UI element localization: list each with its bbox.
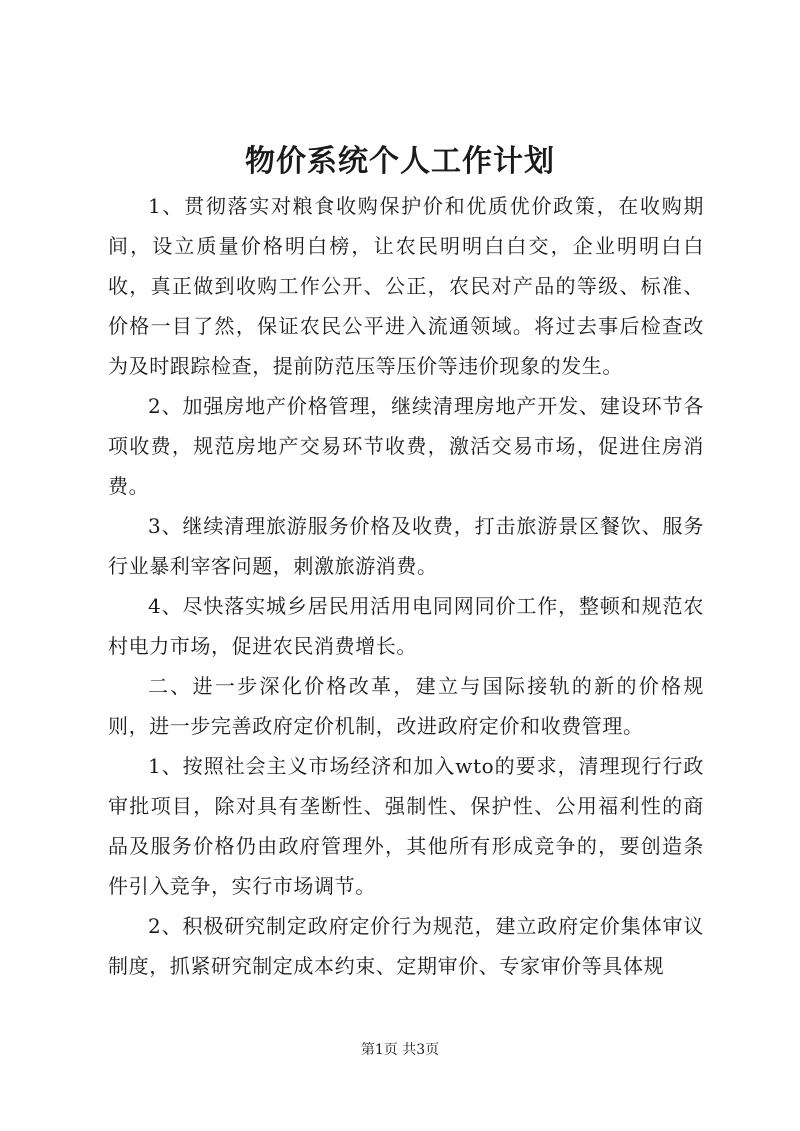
document-title: 物价系统个人工作计划: [245, 144, 555, 179]
document-body: [108, 186, 704, 986]
paragraph-electricity: 4、尽快落实城乡居民用活用电同网同价工作，整顿和规范农村电力市场，促进农民消费增长。: [108, 594, 704, 658]
paragraph-wto: 1、按照社会主义市场经济和加入wto的要求，清理现行行政审批项目，除对具有垄断性、强制性、保护性、公用福利性的商品及服务价格仍由政府管理外，其他所有形成竞争的，要创造条件引入竞争，实行市场调节。: [108, 754, 704, 898]
paragraph-price-reform: 二、进一步深化价格改革，建立与国际接轨的新的价格规则，进一步完善政府定价机制，改进政府定价和收费管理。: [108, 674, 704, 738]
paragraph-real-estate: 2、加强房地产价格管理，继续清理房地产开发、建设环节各项收费，规范房地产交易环节收费，激活交易市场，促进住房消费。: [108, 394, 704, 498]
paragraph-grain-price: 1、贯彻落实对粮食收购保护价和优质优价政策，在收购期间，设立质量价格明白榜，让农民明明白白交，企业明明白白收，真正做到收购工作公开、公正，农民对产品的等级、标准、价格一目了然，保证农民公平进入流通领域。将过去事后检查改为及时跟踪检查，提前防范压等压价等违价现象的发生。: [108, 194, 704, 378]
paragraph-tourism: 3、继续清理旅游服务价格及收费，打击旅游景区餐饮、服务行业暴利宰客问题，刺激旅游消费。: [108, 514, 704, 578]
paragraph-government-pricing: 2、积极研究制定政府定价行为规范，建立政府定价集体审议制度，抓紧研究制定成本约束、定期审价、专家审价等具体规: [108, 914, 704, 978]
page-number: 第1页 共3页: [360, 1042, 440, 1058]
